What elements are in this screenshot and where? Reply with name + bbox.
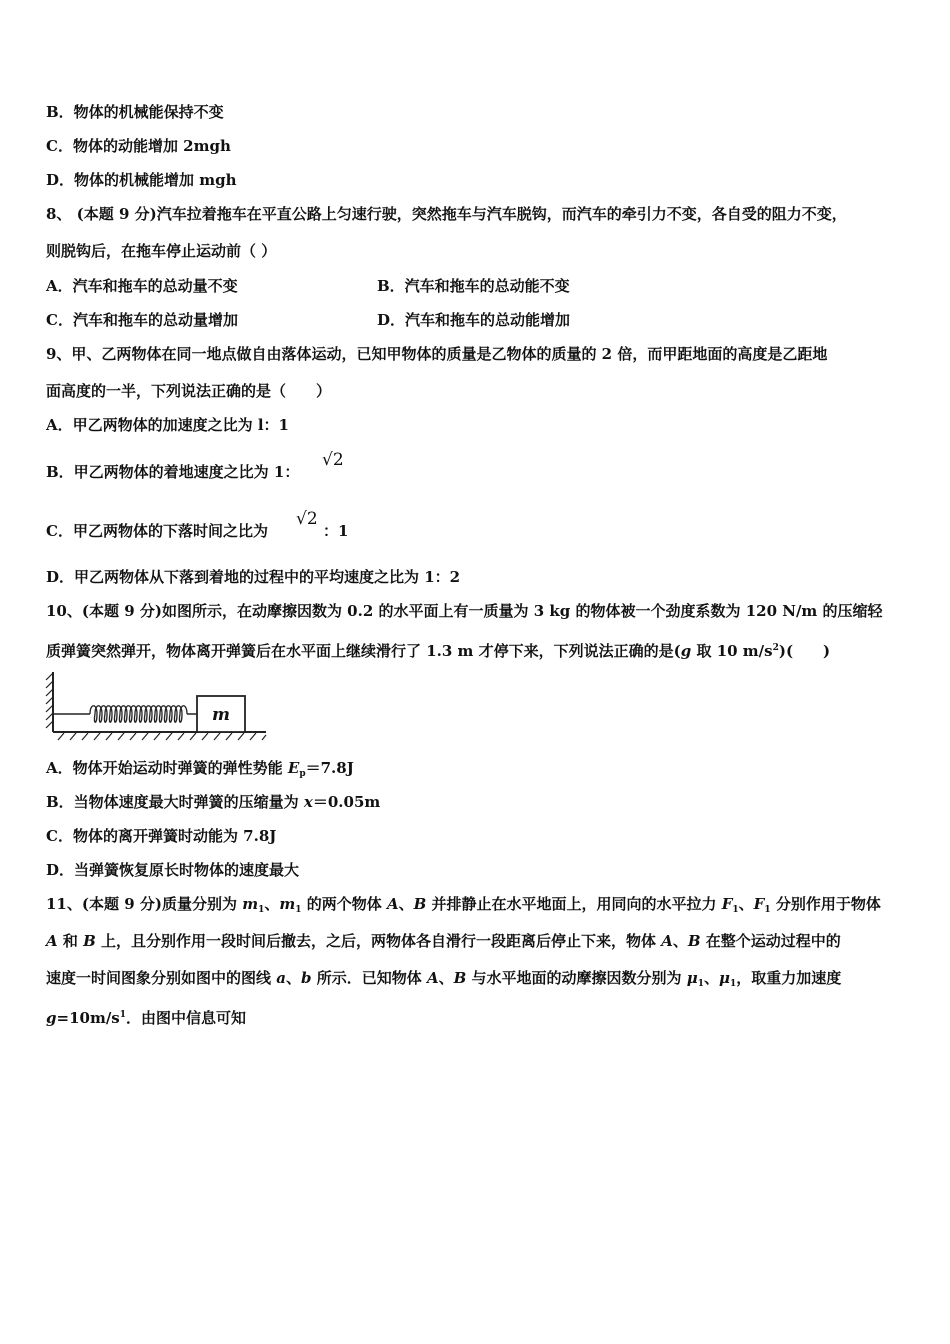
q8-option-d: D．汽车和拖车的总动能增加	[377, 311, 571, 329]
q8-stem-line-2: 则脱钩后，在拖车停止运动前（ ）	[46, 242, 277, 260]
q10-g-exponent: 2	[772, 643, 779, 653]
text: 、	[703, 969, 719, 987]
q10-option-d: D．当弹簧恢复原长时物体的速度最大	[46, 861, 300, 879]
subscript: 1	[295, 905, 302, 915]
compression-value: ＝0.05m	[312, 793, 381, 811]
graph-line-a: a	[276, 969, 286, 987]
friction-symbol: μ	[686, 969, 698, 987]
text: ，取重力加速度	[736, 969, 842, 987]
q8-stem-line-1: 8、 (本题 9 分)汽车拉着拖车在平直公路上匀速行驶，突然拖车与汽车脱钩，而汽车的牵引力不变，各自受的阻力不变，	[46, 205, 847, 223]
q8-option-c: C．汽车和拖车的总动量增加	[46, 311, 238, 329]
object-a: A	[386, 895, 399, 913]
text: 与水平地面的动摩擦因数分别为	[466, 969, 687, 987]
compression-symbol: x	[303, 793, 313, 811]
object-b: B	[687, 932, 701, 950]
q7-option-c: C．物体的动能增加 2mgh	[46, 137, 231, 155]
mass-symbol: m	[279, 895, 296, 913]
q10-stem-text: 质弹簧突然弹开，物体离开弹簧后在水平面上继续滑行了 1.3 m 才停下来，下列说法正确的是(	[46, 642, 681, 660]
q10-g-symbol: g	[680, 642, 692, 660]
force-symbol: F	[753, 895, 765, 913]
text: 所示．已知物体	[311, 969, 427, 987]
subscript: 1	[258, 905, 265, 915]
q7-option-b: B．物体的机械能保持不变	[46, 103, 224, 121]
text: =10m/s	[56, 1009, 120, 1027]
wall-hatching	[46, 673, 53, 728]
q9-stem-line-2: 面高度的一半，下列说法正确的是（ ）	[46, 382, 332, 400]
subscript: 1	[697, 979, 704, 989]
q10-option-a-text: A．物体开始运动时弹簧的弹性势能	[46, 759, 288, 777]
q9-option-a: A．甲乙两物体的加速度之比为 l：1	[46, 416, 289, 434]
mass-symbol: m	[242, 895, 259, 913]
text: 并排静止在水平地面上，用同向的水平拉力	[426, 895, 722, 913]
q11-stem-line-3	[46, 968, 841, 994]
energy-symbol: E	[287, 759, 300, 777]
text: 11、(本题 9 分)质量分别为	[46, 895, 243, 913]
text: 、	[398, 895, 414, 913]
q9-option-c-sqrt	[296, 509, 318, 529]
mass-block-label: m	[212, 705, 230, 725]
q8-option-a: A．汽车和拖车的总动量不变	[46, 277, 238, 295]
text: 、	[285, 969, 301, 987]
text: 分别作用于物体	[770, 895, 881, 913]
q10-stem-line-2	[46, 638, 830, 661]
sqrt-two-formula: √2	[296, 509, 318, 529]
object-a: A	[426, 969, 439, 987]
text: 上，且分别作用一段时间后撤去，之后，两物体各自滑行一段距离后停止下来，物体	[95, 932, 662, 950]
text: 、	[738, 895, 754, 913]
text: 、	[264, 895, 280, 913]
subscript: 1	[729, 979, 737, 989]
q10-g-value: 取 10 m/s	[691, 642, 773, 660]
force-symbol: F	[721, 895, 733, 913]
object-b: B	[83, 932, 96, 950]
q10-stem-line-1: 10、(本题 9 分)如图所示，在动摩擦因数为 0.2 的水平面上有一质量为 3 kg 的物体被一个劲度系数为 120 N/m 的压缩轻	[46, 602, 883, 620]
q11-stem-line-4	[46, 1005, 246, 1028]
object-b: B	[413, 895, 427, 913]
q9-option-d: D．甲乙两物体从下落到着地的过程中的平均速度之比为 1：2	[46, 568, 461, 586]
q10-option-b-text: B．当物体速度最大时弹簧的压缩量为	[46, 793, 304, 811]
text: 、	[438, 969, 454, 987]
q9-option-b	[46, 462, 299, 482]
energy-value: ＝7.8J	[305, 759, 354, 777]
sqrt-two-formula: √2	[322, 450, 344, 470]
friction-symbol: μ	[719, 969, 730, 987]
q7-option-d: D．物体的机械能增加 mgh	[46, 171, 237, 189]
q10-option-a	[46, 758, 354, 784]
q10-blank: )( )	[778, 642, 831, 660]
text: 、	[672, 932, 688, 950]
q10-option-c: C．物体的离开弹簧时动能为 7.8J	[46, 827, 277, 845]
subscript: 1	[732, 905, 739, 915]
q9-option-c-ratio: ：1	[323, 522, 349, 540]
q10-option-b	[46, 792, 380, 812]
q8-option-b: B．汽车和拖车的总动能不变	[377, 277, 570, 295]
text: 速度一时间图象分别如图中的图线	[46, 969, 277, 987]
text: ．由图中信息可知	[126, 1009, 247, 1027]
g-symbol: g	[46, 1009, 57, 1027]
q11-stem-line-2	[46, 931, 841, 951]
text: 和	[57, 932, 84, 950]
superscript: 1	[119, 1010, 127, 1020]
object-a: A	[46, 932, 58, 950]
q9-option-c-text: C．甲乙两物体的下落时间之比为	[46, 522, 268, 540]
q11-stem-line-1	[46, 894, 881, 920]
text: 的两个物体	[301, 895, 387, 913]
ground-hatching	[58, 733, 266, 740]
object-b: B	[453, 969, 467, 987]
q9-stem-line-1: 9、甲、乙两物体在同一地点做自由落体运动，已知甲物体的质量是乙物体的质量的 2 倍，而甲距地面的高度是乙距地	[46, 345, 828, 363]
spring-block-figure	[44, 670, 274, 742]
q9-option-b-text: B．甲乙两物体的着地速度之比为 1：	[46, 463, 300, 481]
graph-line-b: b	[300, 969, 312, 987]
spring-coil	[90, 706, 187, 723]
energy-subscript: p	[299, 769, 306, 779]
subscript: 1	[764, 905, 771, 915]
q9-option-c	[46, 521, 268, 541]
text: 在整个运动过程中的	[700, 932, 841, 950]
object-a: A	[661, 932, 673, 950]
q9-option-b-sqrt	[322, 450, 344, 470]
